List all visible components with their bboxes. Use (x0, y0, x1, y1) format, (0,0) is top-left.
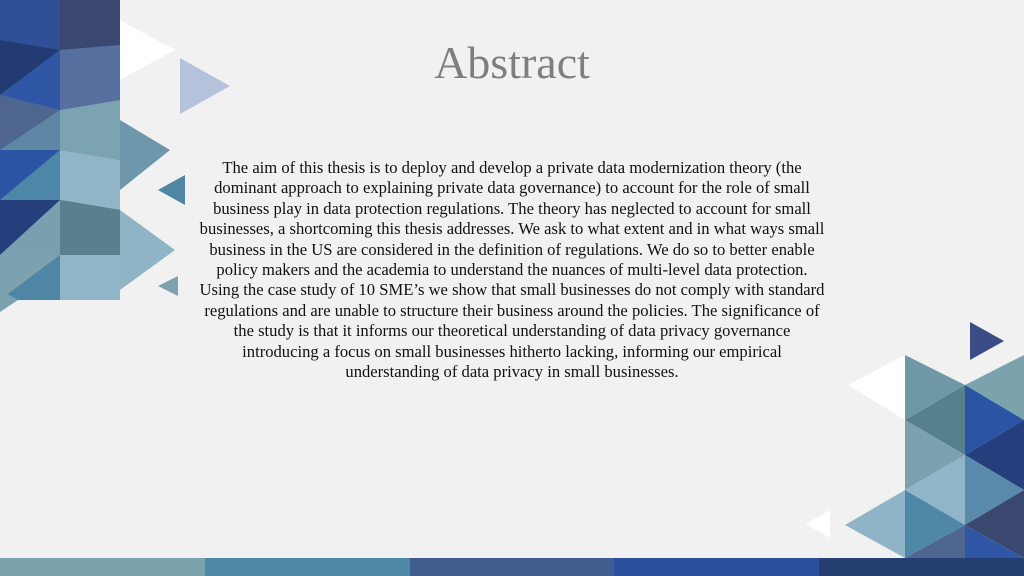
bottom-bar-segment-2 (205, 558, 410, 576)
bottom-bar-segment-3 (410, 558, 615, 576)
slide-title: Abstract (434, 37, 590, 88)
bottom-bar-segment-4 (614, 558, 819, 576)
bottom-bar-segment-1 (0, 558, 205, 576)
abstract-paragraph: The aim of this thesis is to deploy and develop a private data modernization theory (the dominant approach to explaining private data governance) to account for the role of small business play in data protection regulations. The theory has neglected to account for small businesses, a shortcoming this thesis addresses. We ask to what extent and in what ways small business in the US are considered in the definition of regulations. We do so to better enable policy makers and the academia to understand the nuances of multi-level data protection. Using the case study of 10 SME’s we show that small businesses do not comply with standard regulations and are unable to structure their business around the policies. The significance of the study is that it informs our theoretical understanding of data privacy governance introducing a focus on small businesses hitherto lacking, informing our empirical understanding of data privacy in small businesses. (199, 158, 825, 382)
bottom-color-bar (0, 558, 1024, 576)
bottom-bar-segment-5 (819, 558, 1024, 576)
